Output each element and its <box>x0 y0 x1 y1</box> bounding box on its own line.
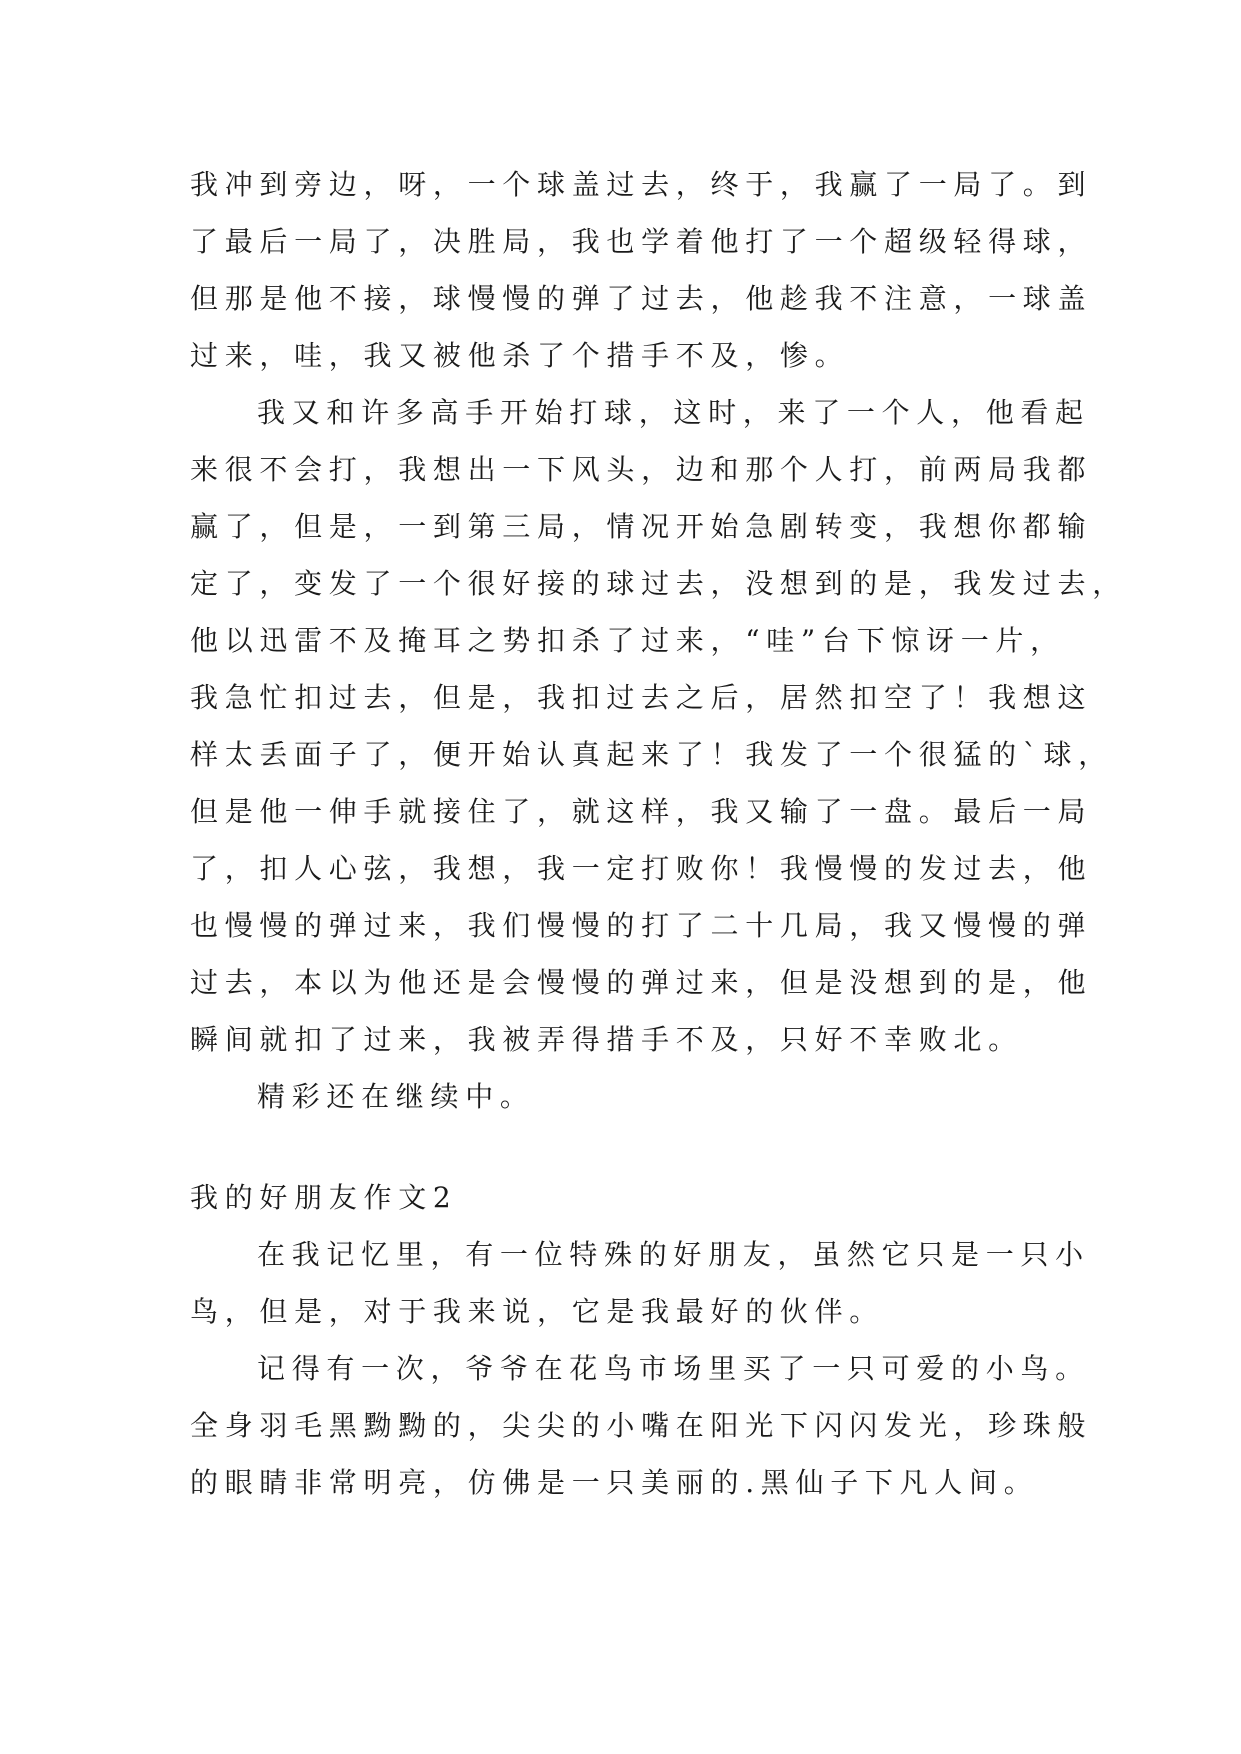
text-line: 我冲到旁边，呀，一个球盖过去，终于，我赢了一局了。到 <box>190 168 1093 201</box>
text-line: 鸟，但是，对于我来说，它是我最好的伙伴。 <box>190 1295 885 1328</box>
text-line: 过去，本以为他还是会慢慢的弹过来，但是没想到的是，他 <box>190 966 1093 999</box>
text-line: 过来，哇，我又被他杀了个措手不及，惨。 <box>190 339 850 372</box>
paragraph-first-line: 我又和许多高手开始打球，这时，来了一个人，他看起 <box>257 396 1090 429</box>
text-line: 但是他一伸手就接住了，就这样，我又输了一盘。最后一局 <box>190 795 1093 828</box>
text-line: 定了，变发了一个很好接的球过去，没想到的是，我发过去， <box>190 567 1127 600</box>
text-line: 了，扣人心弦，我想，我一定打败你！我慢慢的发过去，他 <box>190 852 1093 885</box>
text-line: 他以迅雷不及掩耳之势扣杀了过来，“哇”台下惊讶一片， <box>190 624 1065 657</box>
text-line: 了最后一局了，决胜局，我也学着他打了一个超级轻得球， <box>190 225 1093 258</box>
section-heading: 我的好朋友作文2 <box>190 1181 458 1214</box>
text-line: 我急忙扣过去，但是，我扣过去之后，居然扣空了！我想这 <box>190 681 1093 714</box>
text-line: 赢了，但是，一到第三局，情况开始急剧转变，我想你都输 <box>190 510 1093 543</box>
text-line: 的眼睛非常明亮，仿佛是一只美丽的.黑仙子下凡人间。 <box>190 1466 1039 1499</box>
text-line: 但那是他不接，球慢慢的弹了过去，他趁我不注意，一球盖 <box>190 282 1093 315</box>
paragraph-first-line: 记得有一次，爷爷在花鸟市场里买了一只可爱的小鸟。 <box>257 1352 1090 1385</box>
paragraph-first-line: 在我记忆里，有一位特殊的好朋友，虽然它只是一只小 <box>257 1238 1090 1271</box>
text-line: 来很不会打，我想出一下风头，边和那个人打，前两局我都 <box>190 453 1093 486</box>
text-line: 全身羽毛黑黝黝的，尖尖的小嘴在阳光下闪闪发光，珍珠般 <box>190 1409 1093 1442</box>
text-line: 也慢慢的弹过来，我们慢慢的打了二十几局，我又慢慢的弹 <box>190 909 1093 942</box>
text-line: 瞬间就扣了过来，我被弄得措手不及，只好不幸败北。 <box>190 1023 1023 1056</box>
paragraph-first-line: 精彩还在继续中。 <box>257 1080 535 1113</box>
text-line: 样太丢面子了，便开始认真起来了！我发了一个很猛的`球， <box>190 738 1113 771</box>
